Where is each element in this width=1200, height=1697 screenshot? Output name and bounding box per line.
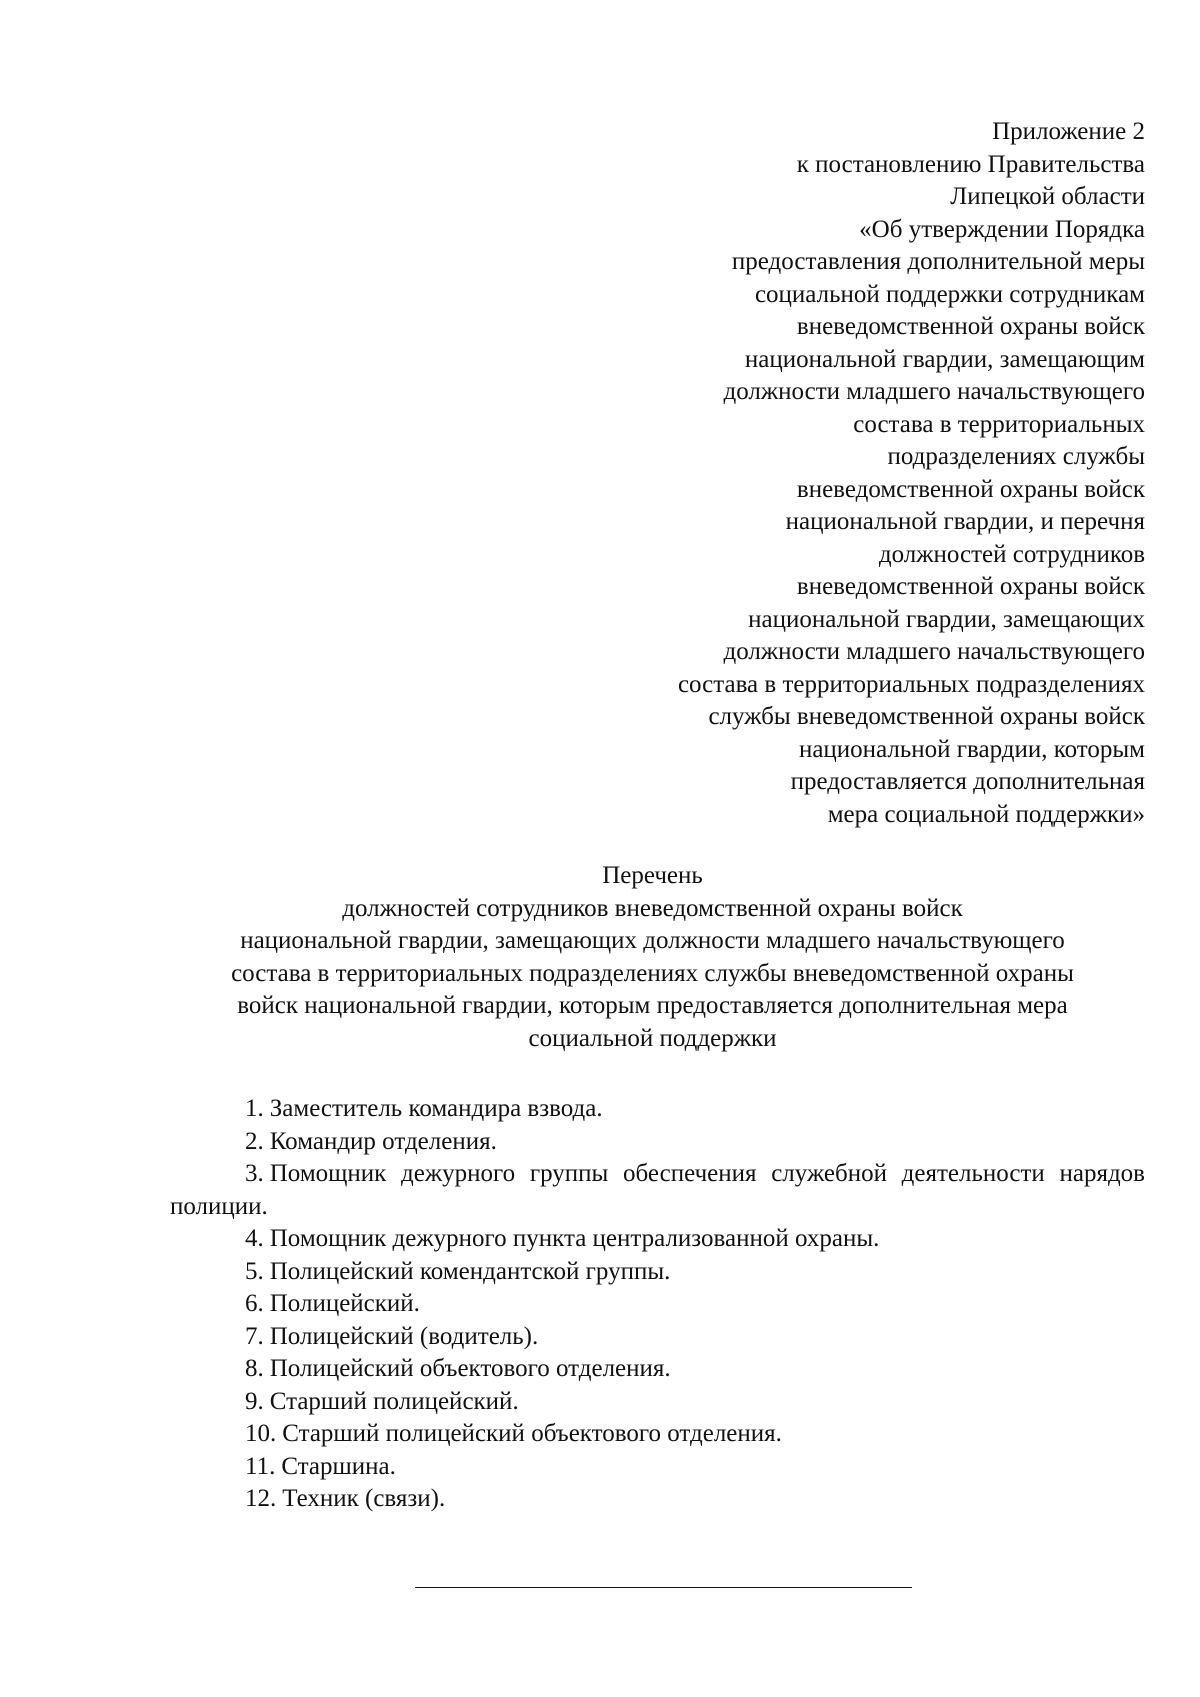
- item-number: 10.: [245, 1420, 277, 1447]
- appendix-line: состава в территориальных подразделениях: [677, 670, 1145, 698]
- item-number: 5.: [245, 1257, 264, 1285]
- appendix-line: должности младшего начальствующего: [723, 378, 1145, 405]
- appendix-line: «Об утверждении Порядка: [859, 215, 1145, 243]
- appendix-line: национальной гвардии, которым: [798, 735, 1145, 763]
- appendix-line: подразделениях службы: [887, 443, 1145, 470]
- item-text: Помощник дежурного группы обеспечения служебной деятельности нарядов полиции.: [170, 1160, 1145, 1220]
- list-item: [170, 1386, 1145, 1419]
- appendix-header: [585, 116, 1145, 831]
- appendix-line: национальной гвардии, и перечня: [785, 508, 1145, 535]
- positions-list: [170, 1093, 1145, 1516]
- item-number: 7.: [245, 1322, 264, 1350]
- item-text: Заместитель командира взвода.: [269, 1095, 603, 1122]
- appendix-line: мера социальной поддержки»: [827, 800, 1145, 828]
- list-item: [170, 1451, 1145, 1484]
- appendix-line: предоставления дополнительной меры: [731, 248, 1145, 275]
- item-text: Полицейский объектового отделения.: [269, 1355, 671, 1382]
- list-item: [170, 1256, 1145, 1289]
- list-item: [170, 1483, 1145, 1516]
- item-number: 11.: [245, 1452, 276, 1480]
- appendix-line: службы вневедомственной охраны войск: [708, 703, 1145, 730]
- list-title-line: социальной поддержки: [528, 1024, 777, 1052]
- appendix-line: Приложение 2: [992, 118, 1145, 145]
- list-title-line: должностей сотрудников вневедомственной охраны войск: [342, 894, 963, 922]
- item-text: Старшина.: [281, 1452, 396, 1480]
- appendix-line: вневедомственной охраны войск: [796, 475, 1145, 503]
- list-item: [170, 1223, 1145, 1256]
- appendix-line: социальной поддержки сотрудникам: [754, 280, 1145, 308]
- appendix-line: Липецкой области: [950, 183, 1145, 210]
- list-heading: Перечень: [602, 862, 703, 889]
- appendix-line: должностей сотрудников: [878, 540, 1145, 568]
- item-number: 6.: [245, 1290, 264, 1317]
- list-title-line: войск национальной гвардии, которым предоставляется дополнительная мера: [237, 992, 1068, 1019]
- item-text: Полицейский комендантской группы.: [269, 1257, 671, 1285]
- item-number: 9.: [245, 1387, 264, 1415]
- appendix-line: должности младшего начальствующего: [723, 638, 1145, 665]
- list-item: [170, 1353, 1145, 1386]
- item-text: Техник (связи).: [282, 1485, 446, 1512]
- list-item: [170, 1321, 1145, 1354]
- list-title-line: состава в территориальных подразделениях службы вневедомственной охраны: [231, 959, 1074, 987]
- item-number: 12.: [245, 1485, 277, 1512]
- list-item: [170, 1126, 1145, 1159]
- appendix-line: вневедомственной охраны войск: [796, 573, 1145, 600]
- appendix-line: национальной гвардии, замещающим: [744, 345, 1145, 373]
- appendix-line: к постановлению Правительства: [796, 150, 1145, 178]
- item-number: 4.: [245, 1225, 264, 1252]
- item-text: Полицейский (водитель).: [269, 1322, 539, 1350]
- item-text: Полицейский.: [269, 1290, 420, 1317]
- item-number: 1.: [245, 1095, 264, 1122]
- list-item: [170, 1158, 1145, 1223]
- appendix-line: вневедомственной охраны войск: [796, 313, 1145, 340]
- item-text: Старший полицейский объектового отделения.: [282, 1420, 782, 1447]
- item-number: 3.: [245, 1160, 264, 1187]
- item-text: Старший полицейский.: [269, 1387, 519, 1415]
- end-divider-line: [415, 1587, 912, 1588]
- list-title: [160, 860, 1145, 1055]
- item-number: 2.: [245, 1127, 264, 1155]
- list-item: [170, 1093, 1145, 1126]
- item-text: Помощник дежурного пункта централизованной охраны.: [269, 1225, 880, 1252]
- item-text: Командир отделения.: [269, 1127, 497, 1155]
- appendix-line: национальной гвардии, замещающих: [748, 605, 1145, 633]
- item-number: 8.: [245, 1355, 264, 1382]
- appendix-line: состава в территориальных: [853, 410, 1145, 438]
- list-item: [170, 1288, 1145, 1321]
- list-title-line: национальной гвардии, замещающих должности младшего начальствующего: [240, 927, 1065, 954]
- appendix-line: предоставляется дополнительная: [790, 768, 1145, 795]
- list-item: [170, 1418, 1145, 1451]
